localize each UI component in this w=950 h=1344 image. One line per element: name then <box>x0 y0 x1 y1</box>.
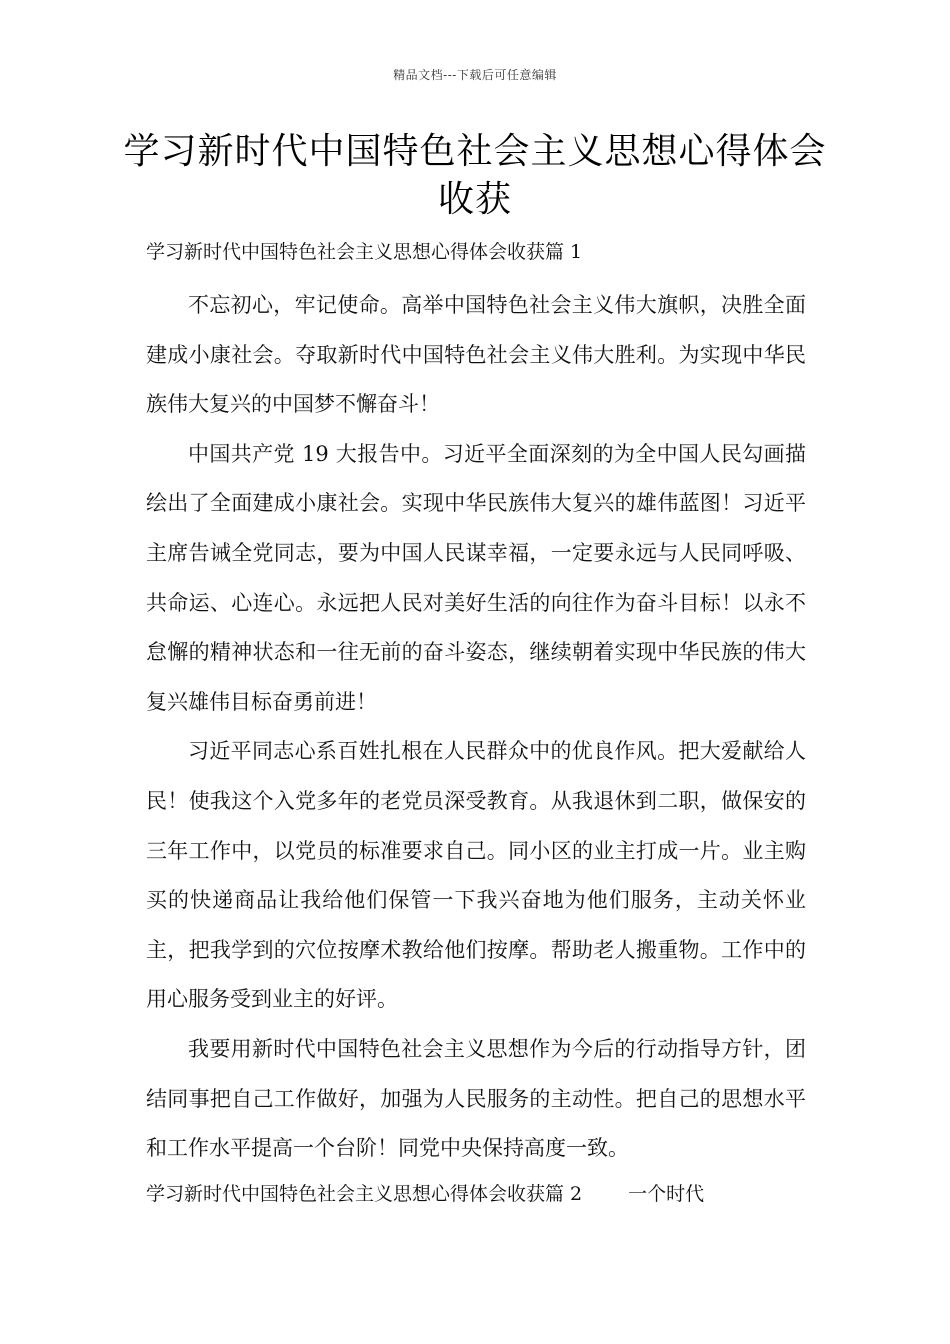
paragraph-1: 不忘初心，牢记使命。高举中国特色社会主义伟大旗帜，决胜全面建成小康社会。夺取新时代中国特色社会主义伟大胜利。为实现中华民族伟大复兴的中国梦不懈奋斗！ <box>146 293 806 417</box>
document-body <box>146 232 806 1214</box>
paragraph-2: 中国共产党 19 大报告中。习近平全面深刻的为全中国人民勾画描绘出了全面建成小康社会。实现中华民族伟大复兴的雄伟蓝图！习近平主席告诫全党同志，要为中国人民谋幸福，一定要永远与人民同呼吸、共命运、心连心。永远把人民对美好生活的向往作为奋斗目标！以永不怠懈的精神状态和一往无前的奋斗姿态，继续朝着实现中华民族的伟大复兴雄伟目标奋勇前进！ <box>146 441 806 714</box>
paragraph-3: 习近平同志心系百姓扎根在人民群众中的优良作风。把大爱献给人民！使我这个入党多年的老党员深受教育。从我退休到二职，做保安的三年工作中，以党员的标准要求自己。同小区的业主打成一片。业主购买的快递商品让我给他们保管一下我兴奋地为他们服务，主动关怀业主，把我学到的穴位按摩术教给他们按摩。帮助老人搬重物。工作中的用心服务受到业主的好评。 <box>146 739 806 1012</box>
section-heading-1: 学习新时代中国特色社会主义思想心得体会收获篇 1 <box>146 241 583 263</box>
header-note: 精品文档---下载后可任意编辑 <box>393 68 557 82</box>
document-title: 学习新时代中国特色社会主义思想心得体会收获 <box>123 131 827 220</box>
section-heading-2: 学习新时代中国特色社会主义思想心得体会收获篇 2 <box>146 1182 583 1205</box>
paragraph-4: 我要用新时代中国特色社会主义思想作为今后的行动指导方针，团结同事把自己工作做好，加强为人民服务的主动性。把自己的思想水平和工作水平提高一个台阶！同党中央保持高度一致。 <box>146 1036 806 1161</box>
section-2-text: 一个时代 <box>628 1182 705 1205</box>
section-heading-2-line <box>146 1174 806 1214</box>
